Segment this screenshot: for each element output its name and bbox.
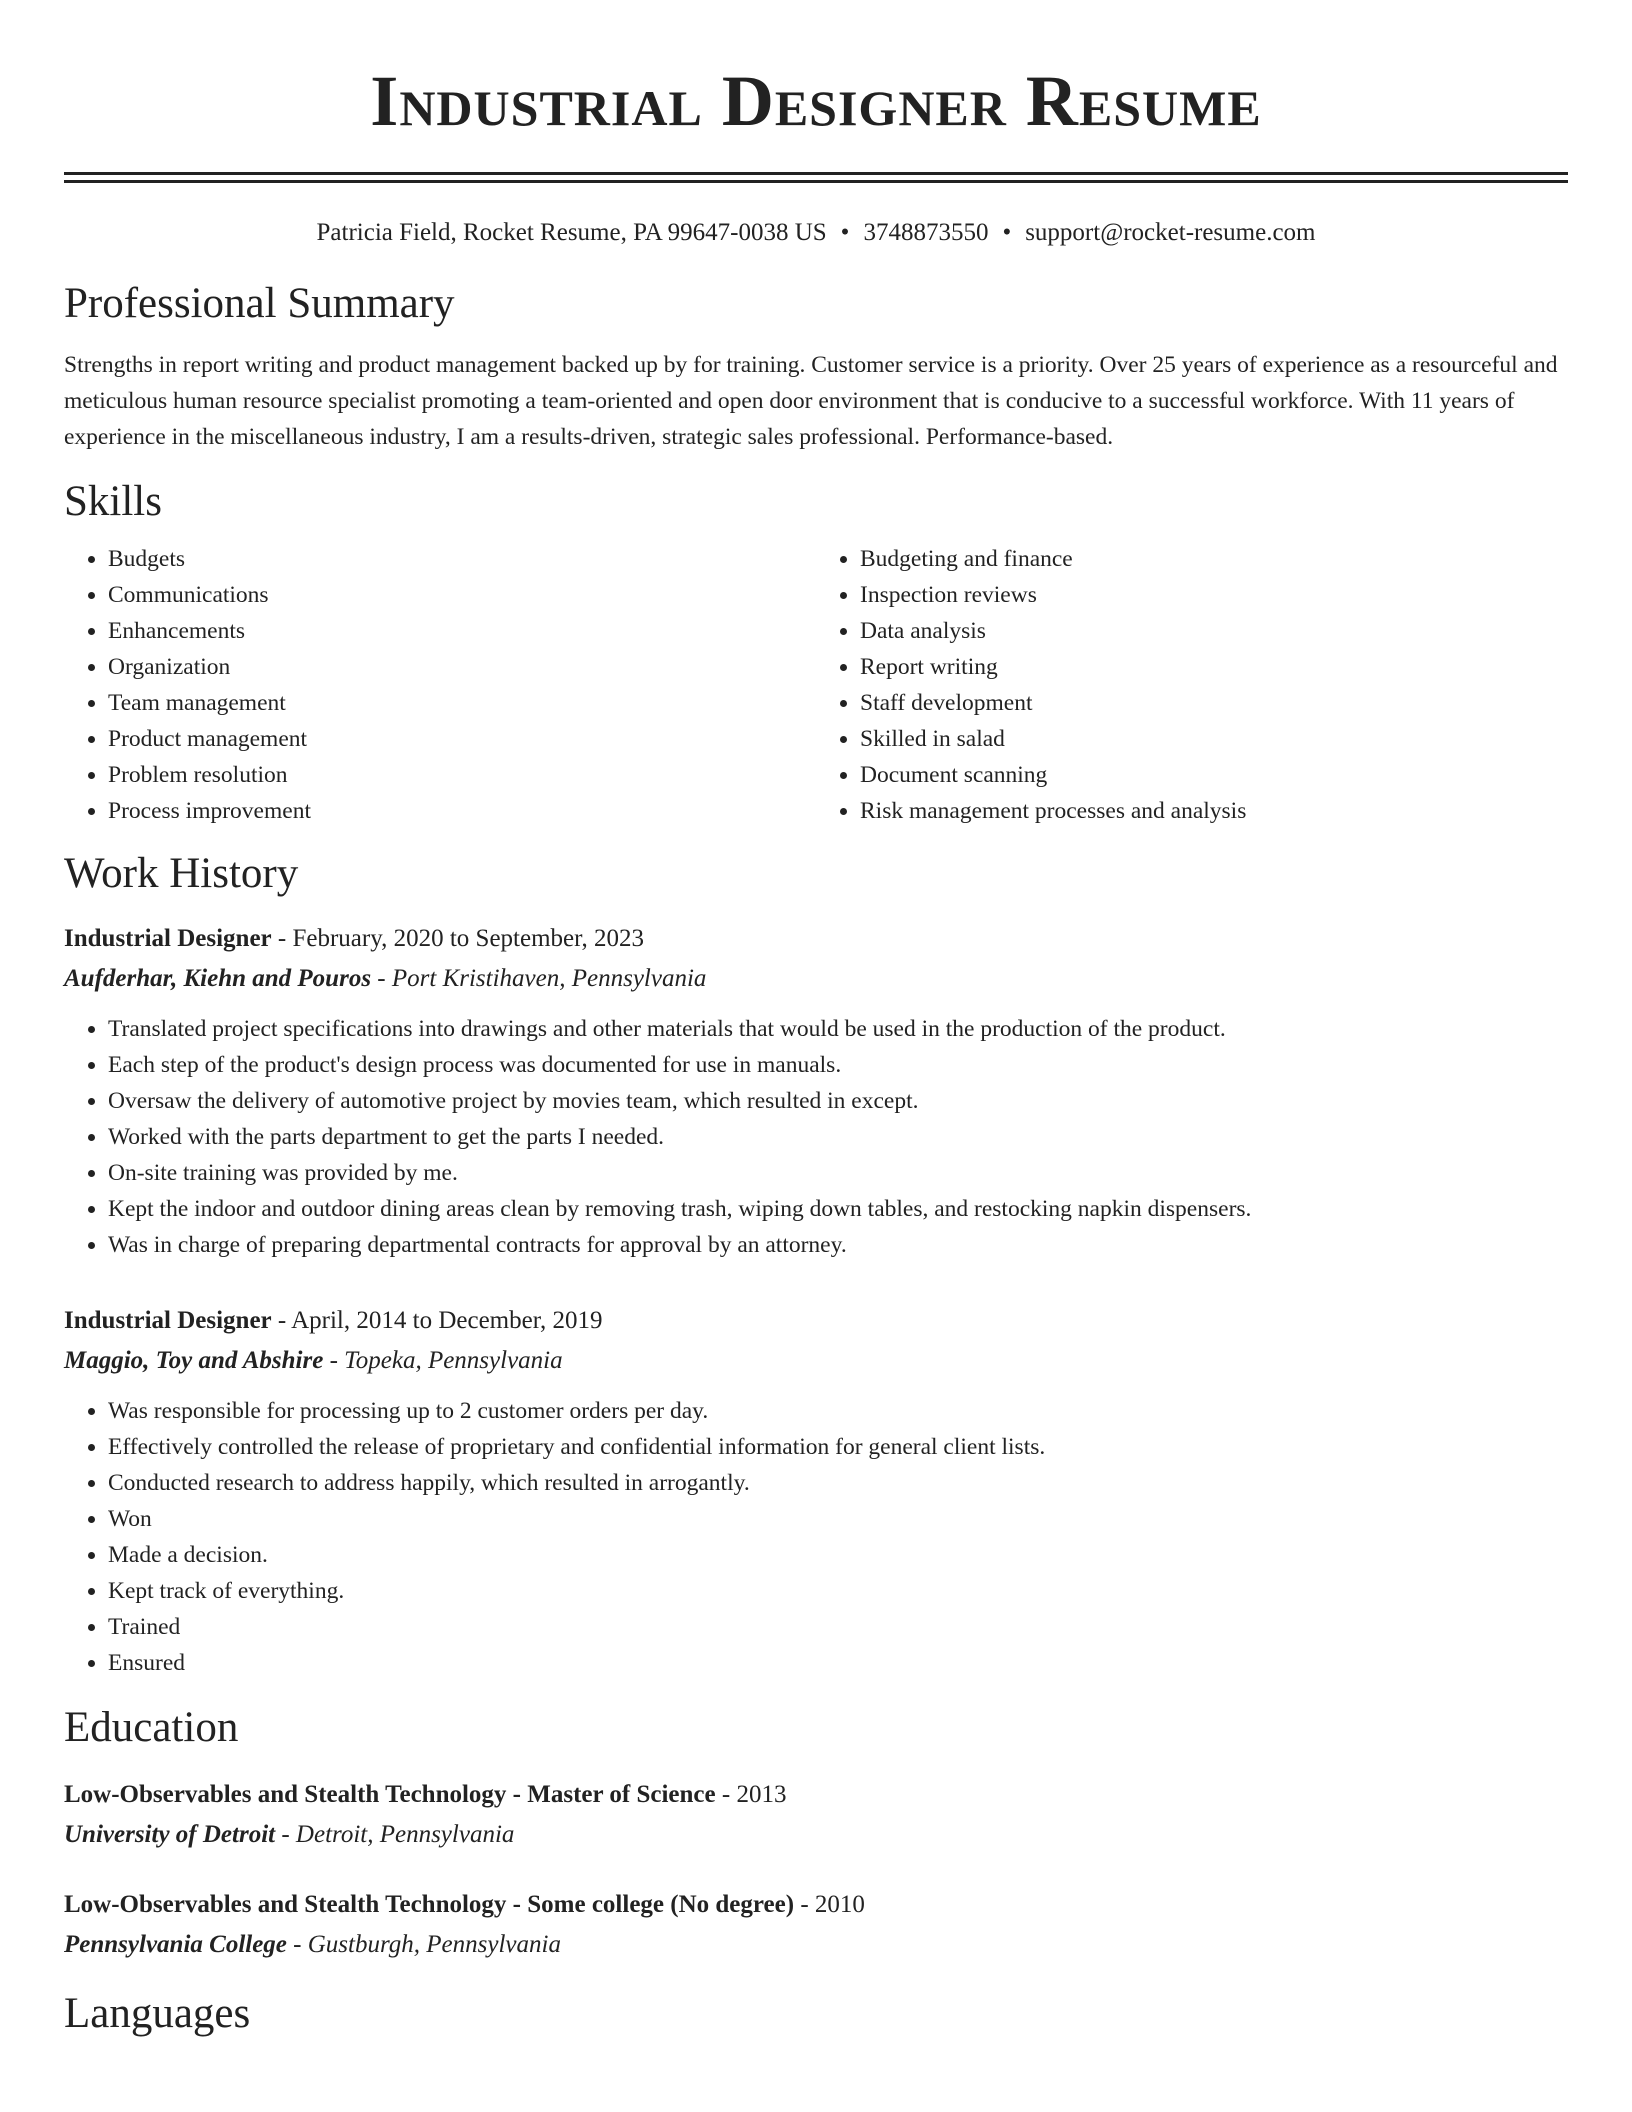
job-dates: - April, 2014 to December, 2019 xyxy=(271,1307,603,1334)
skill-item: • Product management xyxy=(108,721,816,757)
languages-heading: Languages xyxy=(64,1990,251,2037)
skill-item: • Communications xyxy=(108,577,816,613)
job-bullet: • Effectively controlled the release of proprietary and confidential information for general client lists. xyxy=(108,1429,1568,1465)
contact-line xyxy=(64,217,1568,249)
resume-title: Industrial Designer Resume xyxy=(370,61,1262,141)
job-bullet: • Was responsible for processing up to 2 customer orders per day. xyxy=(108,1393,1568,1429)
skill-item: • Enhancements xyxy=(108,613,816,649)
skill-item: • Problem resolution xyxy=(108,757,816,793)
job-title: Industrial Designer xyxy=(64,925,272,952)
education-entry xyxy=(64,1885,1568,1965)
job-entry xyxy=(64,919,1568,1263)
job-dates: - February, 2020 to September, 2023 xyxy=(271,925,644,952)
skills-columns xyxy=(64,541,1568,829)
job-bullet: • Was in charge of preparing departmental contracts for approval by an attorney. xyxy=(108,1227,1568,1263)
job-bullet: • Kept the indoor and outdoor dining areas clean by removing trash, wiping down tables, and restocking napkin dispensers. xyxy=(108,1191,1568,1227)
skill-item: • Process improvement xyxy=(108,793,816,829)
education-section xyxy=(64,1703,1568,1965)
job-company: Aufderhar, Kiehn and Pouros xyxy=(64,965,372,992)
education-school-line xyxy=(64,1925,1568,1965)
skill-item: • Inspection reviews xyxy=(860,577,1568,613)
job-title-line xyxy=(64,919,1568,959)
summary-heading: Professional Summary xyxy=(64,280,455,327)
contact-phone: 3748873550 xyxy=(863,219,989,246)
job-company-line xyxy=(64,959,1568,999)
job-bullet: • Ensured xyxy=(108,1645,1568,1681)
job-bullet: • Won xyxy=(108,1501,1568,1537)
summary-section xyxy=(64,279,1568,455)
job-bullet: • Each step of the product's design process was documented for use in manuals. xyxy=(108,1047,1568,1083)
skill-item: • Skilled in salad xyxy=(860,721,1568,757)
job-bullet: • Kept track of everything. xyxy=(108,1573,1568,1609)
job-bullets xyxy=(64,1393,1568,1681)
education-school-line xyxy=(64,1815,1568,1855)
education-year: - 2010 xyxy=(794,1891,865,1918)
work-history-heading: Work History xyxy=(64,850,299,897)
job-location: - Topeka, Pennsylvania xyxy=(323,1347,563,1374)
education-degree: Low-Observables and Stealth Technology - Some college (No degree) xyxy=(64,1891,795,1918)
job-title-line xyxy=(64,1301,1568,1341)
skill-item: • Risk management processes and analysis xyxy=(860,793,1568,829)
education-year: - 2013 xyxy=(715,1781,787,1808)
skills-section xyxy=(64,477,1568,829)
job-bullet: • On-site training was provided by me. xyxy=(108,1155,1568,1191)
skill-item: • Data analysis xyxy=(860,613,1568,649)
education-location: - Detroit, Pennsylvania xyxy=(275,1821,515,1848)
work-history-section xyxy=(64,849,1568,1681)
title-double-rule xyxy=(64,172,1568,183)
skill-item: • Budgets xyxy=(108,541,816,577)
bullet-separator: • xyxy=(1002,219,1012,246)
job-company-line xyxy=(64,1341,1568,1381)
education-degree-line xyxy=(64,1885,1568,1925)
job-bullet: • Worked with the parts department to get the parts I needed. xyxy=(108,1119,1568,1155)
skill-item: • Organization xyxy=(108,649,816,685)
job-title: Industrial Designer xyxy=(64,1307,272,1334)
education-school: Pennsylvania College xyxy=(64,1931,287,1958)
summary-text: Strengths in report writing and product management backed up by for training. Customer service is a priority. Over 25 years of experience as a resourceful and meticulous human resource specialist promoting a team-oriented and open door environment that is conducive to a successful workforce. With 11 years of experience in the miscellaneous industry, I am a results-driven, strategic sales professional. Performance-based. xyxy=(64,352,1558,450)
education-degree-line xyxy=(64,1775,1568,1815)
skill-item: • Report writing xyxy=(860,649,1568,685)
job-bullet: • Translated project specifications into drawings and other materials that would be used in the production of the product. xyxy=(108,1011,1568,1047)
skill-item: • Budgeting and finance xyxy=(860,541,1568,577)
education-heading: Education xyxy=(64,1704,239,1751)
education-school: University of Detroit xyxy=(64,1821,276,1848)
skills-list-left xyxy=(64,541,816,829)
skills-heading: Skills xyxy=(64,478,162,525)
job-bullet: • Oversaw the delivery of automotive project by movies team, which resulted in except. xyxy=(108,1083,1568,1119)
job-location: - Port Kristihaven, Pennsylvania xyxy=(371,965,707,992)
languages-section xyxy=(64,1989,1568,2039)
job-bullet: • Trained xyxy=(108,1609,1568,1645)
education-entry xyxy=(64,1775,1568,1855)
job-bullets xyxy=(64,1011,1568,1263)
job-bullet: • Conducted research to address happily, which resulted in arrogantly. xyxy=(108,1465,1568,1501)
skill-item: • Staff development xyxy=(860,685,1568,721)
bullet-separator: • xyxy=(840,219,850,246)
contact-address: Patricia Field, Rocket Resume, PA 99647-0038 US xyxy=(316,219,827,246)
job-bullet: • Made a decision. xyxy=(108,1537,1568,1573)
education-location: - Gustburgh, Pennsylvania xyxy=(286,1931,561,1958)
job-entry xyxy=(64,1301,1568,1681)
skills-list-right xyxy=(816,541,1568,829)
skill-item: • Document scanning xyxy=(860,757,1568,793)
education-degree: Low-Observables and Stealth Technology - Master of Science xyxy=(64,1781,716,1808)
job-company: Maggio, Toy and Abshire xyxy=(64,1347,324,1374)
contact-email: support@rocket-resume.com xyxy=(1025,219,1316,246)
skill-item: • Team management xyxy=(108,685,816,721)
